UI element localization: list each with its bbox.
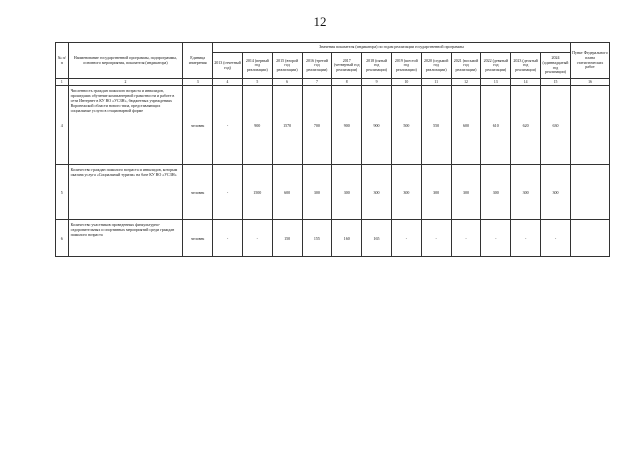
row-name: Численность граждан пожилого возраста и инвалидов, прошедших обучение компьютерной грамотности и работе в сети Интернет в КУ ВО «УСЗН», бюджетных учреждениях Воронежской области нового типа, представляющих социальные услуги в стационарной форме <box>68 86 183 165</box>
row-value: 300 <box>451 165 481 220</box>
row-value: 155 <box>302 220 332 257</box>
column-number: 1 <box>56 79 69 86</box>
row-value: - <box>451 220 481 257</box>
header-fed-item: Пункт Федерального плана статистических работ <box>570 43 609 79</box>
row-value: - <box>213 165 243 220</box>
row-value: 550 <box>421 86 451 165</box>
header-year: 2015 (второй год реализации) <box>272 53 302 79</box>
table-row <box>56 86 610 165</box>
row-value: 620 <box>511 86 541 165</box>
header-year: 2018 (пятый год реализации) <box>362 53 392 79</box>
row-value: - <box>421 220 451 257</box>
row-value: 300 <box>421 165 451 220</box>
column-number: 15 <box>541 79 571 86</box>
row-value: 300 <box>302 165 332 220</box>
row-value: - <box>511 220 541 257</box>
column-number: 3 <box>183 79 213 86</box>
column-number: 7 <box>302 79 332 86</box>
column-number: 10 <box>391 79 421 86</box>
header-year: 2023 (десятый год реализации) <box>511 53 541 79</box>
row-value: 160 <box>332 220 362 257</box>
row-value: - <box>213 220 243 257</box>
row-value: 630 <box>541 86 571 165</box>
row-value: - <box>391 220 421 257</box>
row-fed <box>570 220 609 257</box>
row-value: 165 <box>362 220 392 257</box>
column-number: 13 <box>481 79 511 86</box>
page-number: 12 <box>313 14 327 29</box>
row-value: 300 <box>541 165 571 220</box>
row-unit: человек <box>183 220 213 257</box>
header-year: 2017 (четвертый год реализации) <box>332 53 362 79</box>
row-value: 1570 <box>272 86 302 165</box>
column-number: 8 <box>332 79 362 86</box>
row-fed <box>570 86 609 165</box>
header-name: Наименование государственной программы, подпрограммы, основного мероприятия, показателя (индикатора) <box>68 43 183 79</box>
row-name: Количество участников проведенных физкультурно-оздоровительных и спортивных мероприятий среди граждан пожилого возраста <box>68 220 183 257</box>
row-fed <box>570 165 609 220</box>
header-unit: Единица измерения <box>183 43 213 79</box>
row-value: - <box>541 220 571 257</box>
row-num: 5 <box>56 165 69 220</box>
header-year: 2022 (девятый год реализации) <box>481 53 511 79</box>
row-value: 900 <box>242 86 272 165</box>
header-year: 2020 (седьмой год реализации) <box>421 53 451 79</box>
header-year: 2016 (третий год реализации) <box>302 53 332 79</box>
row-value: 610 <box>481 86 511 165</box>
header-num: № п/п <box>56 43 69 79</box>
row-value: 150 <box>272 220 302 257</box>
row-value: - <box>481 220 511 257</box>
header-year: 2019 (шестой год реализации) <box>391 53 421 79</box>
indicators-table <box>55 42 610 257</box>
header-year: 2014 (первый год реализации) <box>242 53 272 79</box>
column-number: 11 <box>421 79 451 86</box>
row-value: 700 <box>302 86 332 165</box>
row-value: 300 <box>332 165 362 220</box>
row-value: 1500 <box>242 165 272 220</box>
column-number: 14 <box>511 79 541 86</box>
row-unit: человек <box>183 165 213 220</box>
column-number: 9 <box>362 79 392 86</box>
column-number: 2 <box>68 79 183 86</box>
header-year: 2013 (отчетный год) <box>213 53 243 79</box>
row-value: 300 <box>511 165 541 220</box>
row-num: 6 <box>56 220 69 257</box>
table-row <box>56 220 610 257</box>
header-year: 2021 (восьмой год реализации) <box>451 53 481 79</box>
row-value: 600 <box>272 165 302 220</box>
row-num: 4 <box>56 86 69 165</box>
row-value: - <box>242 220 272 257</box>
row-unit: человек <box>183 86 213 165</box>
row-value: 300 <box>362 165 392 220</box>
column-number: 6 <box>272 79 302 86</box>
row-value: 300 <box>481 165 511 220</box>
table-row <box>56 165 610 220</box>
row-name: Количество граждан пожилого возраста и инвалидов, которым оказана услуга «Социальный туризм» на базе КУ ВО «УСЗН» <box>68 165 183 220</box>
column-number: 12 <box>451 79 481 86</box>
row-value: 900 <box>362 86 392 165</box>
row-value: - <box>213 86 243 165</box>
row-value: 500 <box>391 86 421 165</box>
header-year: 2024 (одиннадцатый год реализации) <box>541 53 571 79</box>
column-number: 16 <box>570 79 609 86</box>
header-values-group: Значения показателя (индикатора) по годам реализации государственной программы <box>213 43 571 53</box>
row-value: 300 <box>391 165 421 220</box>
column-number: 5 <box>242 79 272 86</box>
column-number: 4 <box>213 79 243 86</box>
row-value: 900 <box>332 86 362 165</box>
column-number-row <box>56 79 610 86</box>
row-value: 600 <box>451 86 481 165</box>
